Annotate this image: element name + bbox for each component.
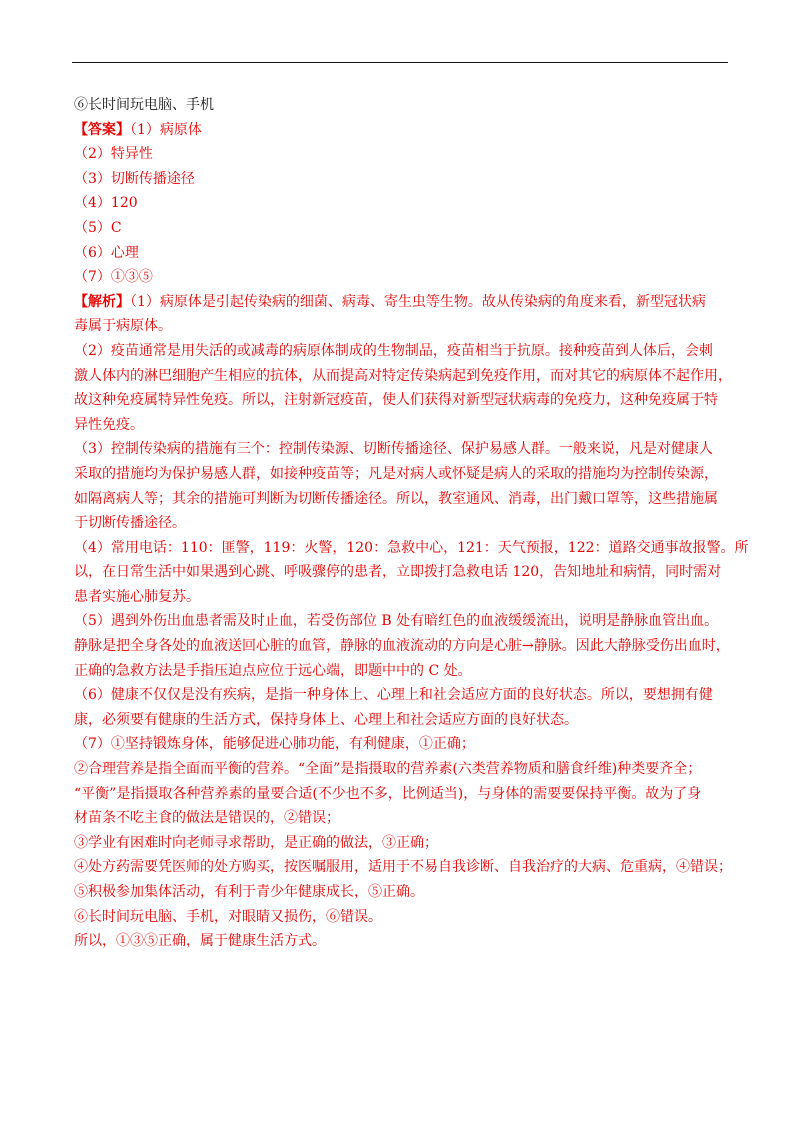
analysis-line: “平衡”是指摄取各种营养素的量要合适(不少也不多，比例适当)，与身体的需要要保持平衡。故为了身 <box>74 785 702 802</box>
analysis-line: （1）病原体是引起传染病的细菌、病毒、寄生虫等生物。故从传染病的角度来看，新型冠状病 <box>130 293 706 310</box>
analysis-line: ⑤积极参加集体活动，有利于青少年健康成长，⑤正确。 <box>74 884 424 900</box>
analysis-line: 材苗条不吃主食的做法是错误的，②错误； <box>74 810 340 827</box>
analysis-line: 故这种免疫属特异性免疫。所以，注射新冠疫苗，使人们获得对新型冠状病毒的免疫力，这种免疫属于特 <box>74 392 718 409</box>
analysis-line: 所以，①③⑤正确，属于健康生活方式。 <box>74 933 326 950</box>
answer-item: （3）切断传播途径 <box>74 170 195 187</box>
analysis-line: 如隔离病人等；其余的措施可判断为切断传播途径。所以，教室通风、消毒，出门戴口罩等，这些措施属 <box>74 490 718 507</box>
answer-item: （7）①③⑤ <box>74 269 153 286</box>
analysis-line: 正确的急救方法是手指压迫点应位于远心端，即题中中的 C 处。 <box>74 662 472 679</box>
analysis-line: （2）疫苗通常是用失活的或减毒的病原体制成的生物制品，疫苗相当于抗原。接种疫苗到人体后，会刺 <box>74 342 713 359</box>
analysis-line: （7）①坚持锻炼身体，能够促进心肺功能，有利健康，①正确； <box>74 736 475 753</box>
analysis-line: 激人体内的淋巴细胞产生相应的抗体，从而提高对特定传染病起到免疫作用，而对其它的病原体不起作用， <box>74 367 732 384</box>
analysis-line: 以，在日常生活中如果遇到心跳、呼吸骤停的患者，立即拨打急救电话 120，告知地址和病情，同时需对 <box>74 564 722 581</box>
answer-section <box>74 118 732 290</box>
answer-item: （1）病原体 <box>130 121 202 138</box>
analysis-line: 患者实施心肺复苏。 <box>74 588 200 605</box>
answer-item: （6）心理 <box>74 244 139 261</box>
analysis-line: ④处方药需要凭医师的处方购买，按医嘱服用，适用于不易自我诊断、自我治疗的大病、危重病，④错误； <box>74 859 732 876</box>
analysis-line: ②合理营养是指全面而平衡的营养。“全面”是指摄取的营养素(六类营养物质和膳食纤维)种类要齐全； <box>74 761 702 778</box>
analysis-line: （5）遇到外伤出血患者需及时止血，若受伤部位 B 处有暗红色的血液缓缓流出，说明是静脉血管出血。 <box>74 613 719 630</box>
document-body <box>74 93 749 954</box>
analysis-line: ⑥长时间玩电脑、手机，对眼睛又损伤，⑥错误。 <box>74 908 382 925</box>
question-option-6: ⑥长时间玩电脑、手机 <box>74 97 214 113</box>
answer-label: 【答案】 <box>74 121 130 138</box>
header-rule <box>72 62 728 63</box>
analysis-line: 静脉是把全身各处的血液送回心脏的血管，静脉的血液流动的方向是心脏→静脉。因此大静脉受伤出血时， <box>74 638 730 655</box>
analysis-line: （4）常用电话：110：匪警，119：火警，120：急救中心，121：天气预报，122：道路交通事故报警。所 <box>74 539 749 556</box>
analysis-line: ③学业有困难时向老师寻求帮助，是正确的做法，③正确； <box>74 834 438 851</box>
analysis-line: 异性免疫。 <box>74 416 144 433</box>
analysis-line: （6）健康不仅仅是没有疾病，是指一种身体上、心理上和社会适应方面的良好状态。所以，要想拥有健 <box>74 687 713 704</box>
analysis-section <box>74 290 749 954</box>
analysis-label: 【解析】 <box>74 293 130 310</box>
analysis-line: 毒属于病原体。 <box>74 318 172 335</box>
analysis-line: 康，必须要有健康的生活方式，保持身体上、心理上和社会适应方面的良好状态。 <box>74 711 578 728</box>
answer-item: （2）特异性 <box>74 146 153 163</box>
analysis-line: 采取的措施均为保护易感人群，如接种疫苗等；凡是对病人或怀疑是病人的采取的措施均为控制传染源， <box>74 465 718 482</box>
analysis-line: （3）控制传染病的措施有三个：控制传染源、切断传播途径、保护易感人群。一般来说，凡是对健康人 <box>74 441 713 458</box>
answer-item: （5）C <box>74 219 122 236</box>
analysis-line: 于切断传播途径。 <box>74 515 186 532</box>
answer-item: （4）120 <box>74 195 138 212</box>
